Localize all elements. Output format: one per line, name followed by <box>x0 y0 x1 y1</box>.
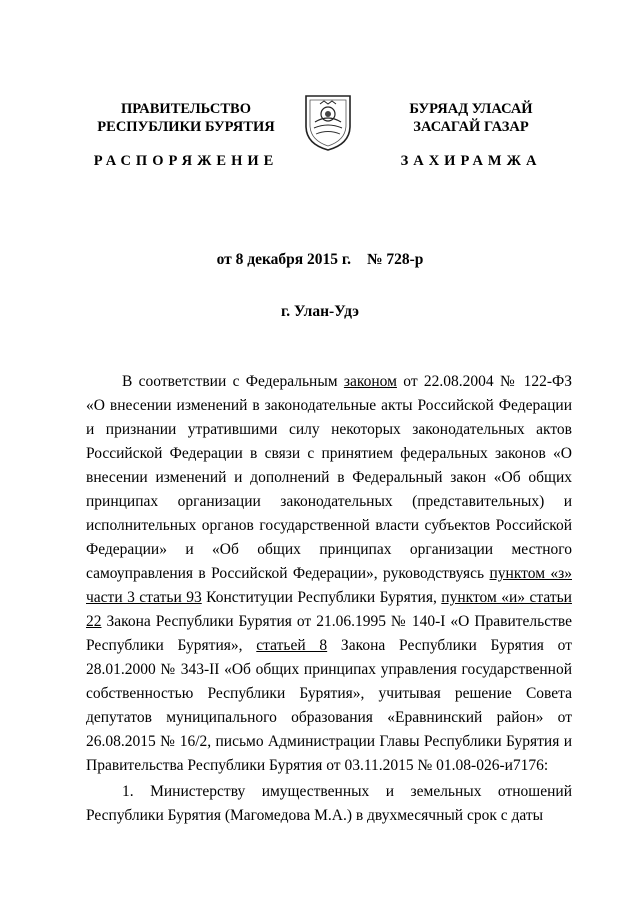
government-name-line1: ПРАВИТЕЛЬСТВО <box>121 101 251 117</box>
constitution-link[interactable]: пунктом «з» части 3 статьи 93 <box>86 565 572 606</box>
coat-of-arms-icon <box>302 92 354 152</box>
document-kind-bur: ЗАХИРАМЖА <box>400 153 542 169</box>
law-link[interactable]: законом <box>343 373 397 390</box>
preamble-text: Закона Республики Бурятия от 28.01.2000 № 343-II «Об общих принципах управления государственной собственностью Республики Бурятия», учитывая решение Совета депутатов муниципального образования «Еравнинский район» от 26.08.2015 № 16/2, письмо Администрации Главы Республики Бурятия и Правительства Республики Бурятия от 03.11.2015 № 01.08-026-и7176: <box>86 637 572 774</box>
document-city: г. Улан-Удэ <box>280 303 359 320</box>
header-right <box>386 100 556 170</box>
document-number: № 728-р <box>366 251 424 268</box>
government-name-bur-line2: ЗАСАГАЙ ГАЗАР <box>413 119 529 135</box>
government-name-line2: РЕСПУБЛИКИ БУРЯТИЯ <box>97 119 275 135</box>
preamble-text: Конституции Республики Бурятия, <box>201 589 442 606</box>
preamble-text: от 22.08.2004 № 122-ФЗ «О внесении изменений в законодательные акты Российской Федерации и признании утратившими силу некоторых законодательных актов Российской Федерации в связи с принятием федеральных законов «О внесении изменений и дополнений в Федеральный закон «Об общих принципах организации законодательных (представительных) и исполнительных органов государственной власти субъектов Российской Федерации» и «Об общих принципах организации местного самоуправления в Российской Федерации», руководствуясь <box>86 373 572 582</box>
preamble-paragraph <box>86 370 572 778</box>
header-left <box>86 100 286 170</box>
article-22-link[interactable]: пунктом «и» статьи 22 <box>86 589 572 630</box>
preamble-text: В соответствии с Федеральным <box>122 373 344 390</box>
preamble-text: Закона Республики Бурятия от 21.06.1995 № 140-I «О Правительстве Республики Бурятия», <box>86 613 572 654</box>
government-name-bur-line1: БУРЯАД УЛАСАЙ <box>409 101 533 117</box>
document-kind-ru: РАСПОРЯЖЕНИЕ <box>93 153 279 169</box>
item-1: 1. Министерству имущественных и земельных отношений Республики Бурятия (Магомедова М.А.) в двухмесячный срок с даты <box>86 783 572 824</box>
date-number-line <box>0 251 640 269</box>
document-date: от 8 декабря 2015 г. <box>216 251 352 268</box>
article-8-link[interactable]: статьей 8 <box>256 637 328 654</box>
